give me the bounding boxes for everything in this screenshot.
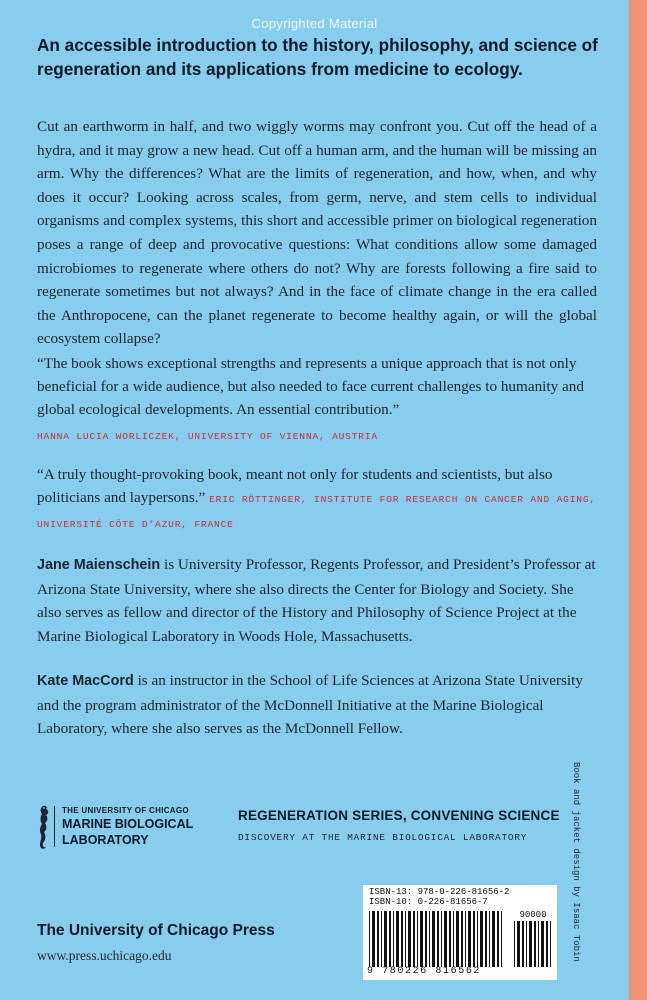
barcode-bar [529, 921, 532, 967]
barcode-bar [441, 911, 442, 967]
barcode-bar [492, 911, 495, 967]
author-bio [37, 553, 597, 648]
barcode-bar [401, 911, 403, 967]
seahorse-icon [34, 803, 52, 851]
barcode-bar [449, 911, 451, 967]
quote-text: “The book shows exceptional strengths and represents a unique approach that is not only beneficial for a wide audience, but also needed to face current challenges to humanity and global ecological developments. An essential contribution.” [37, 355, 584, 419]
author-name: Jane Maienschein [37, 557, 161, 573]
barcode-bar [465, 911, 466, 967]
barcode-bar [444, 911, 447, 967]
barcode-bar [384, 911, 387, 967]
barcode-bar [369, 911, 370, 967]
author-name: Kate MacCord [37, 673, 134, 689]
author-bio [37, 669, 597, 741]
barcode-bar [538, 921, 539, 967]
barcode-bar [473, 911, 475, 967]
logo-university: THE UNIVERSITY OF CHICAGO [62, 806, 189, 815]
series-subtitle: DISCOVERY AT THE MARINE BIOLOGICAL LABORATORY [238, 832, 528, 843]
endorsement-quote [37, 352, 602, 448]
barcode-bar [534, 921, 536, 967]
barcode-bar [425, 911, 427, 967]
barcode-bar [437, 911, 439, 967]
logo-text [54, 806, 193, 847]
barcode-bar [417, 911, 418, 967]
barcode-bar [432, 911, 435, 967]
barcode-bar [468, 911, 471, 967]
barcode-bar [413, 911, 415, 967]
barcode-bar [429, 911, 430, 967]
series-title: REGENERATION SERIES, CONVENING SCIENCE [238, 808, 560, 823]
barcode-bar [485, 911, 487, 967]
barcode-bar [522, 921, 524, 967]
barcode-bar [396, 911, 399, 967]
barcode-bar [546, 921, 548, 967]
spine-strip [629, 0, 647, 1000]
design-credit: Book and jacket design by Isaac Tobin [571, 762, 581, 962]
barcode-bar [389, 911, 391, 967]
ean-barcode [369, 911, 505, 967]
barcode-bar [408, 911, 411, 967]
publisher-url: www.press.uchicago.edu [37, 948, 172, 963]
description: Cut an earthworm in half, and two wiggly worms may confront you. Cut off the head of a hydra, and it may grow a new head. Cut off a human arm, and the human will be missing an arm. Why the differences? What are the limits of regeneration, and how, when, and why does it occur? Looking across scales, from germ, nerve, and stem cells to individual organisms and complex systems, this short and accessible primer on biological regeneration poses a range of deep and provocative questions: What conditions allow some damaged microbiomes to regenerate where others do not? Why are forests following a fire said to regenerate sometimes but not always? And in the face of climate change in the era called the Anthropocene, can the planet regenerate to become healthy again, or will the global ecosystem collapse? [37, 118, 597, 348]
barcode-bar [497, 911, 499, 967]
barcode-bar [489, 911, 490, 967]
barcode-bar [377, 911, 379, 967]
logo-name-line2: LABORATORY [62, 833, 149, 847]
barcode-bar [393, 911, 394, 967]
barcode-bar [480, 911, 483, 967]
barcode-bar [477, 911, 478, 967]
barcode-bar [517, 921, 520, 967]
barcode-bar [461, 911, 463, 967]
barcode-bar [514, 921, 515, 967]
barcode-bar [372, 911, 375, 967]
barcode-bar [501, 911, 502, 967]
mbl-logo [34, 803, 209, 853]
quote-attribution: ERIC RÖTTINGER, INSTITUTE FOR RESEARCH ON CANCER AND AGING, UNIVERSITÉ CÔTE D’AZUR, FRANCE [37, 494, 596, 531]
headline: An accessible introduction to the history, philosophy, and science of regeneration and its applications from medicine to ecology. [37, 35, 598, 79]
barcode-bar [526, 921, 527, 967]
barcode-bar [405, 911, 406, 967]
price-code: 90000 [519, 910, 547, 920]
barcode-bar [550, 921, 551, 967]
quote-attribution: HANNA LUCIA WORLICZEK, UNIVERSITY OF VIENNA, AUSTRIA [37, 430, 378, 442]
logo-name-line1: MARINE BIOLOGICAL [62, 817, 194, 831]
isbn-13: ISBN-13: 978-0-226-81656-2 [369, 887, 510, 897]
ean-digits: 9 780226 816562 [367, 966, 482, 977]
supplement-barcode [514, 921, 552, 967]
watermark: Copyrighted Material [251, 16, 378, 31]
bio-text: is an instructor in the School of Life Sciences at Arizona State University and the program administrator of the McDonnell Initiative at the Marine Biological Laboratory, where she also serves as the McDonnell Fellow. [37, 672, 583, 738]
publisher-name: The University of Chicago Press [37, 922, 275, 939]
quote-text: “A truly thought-provoking book, meant not only for students and scientists, but also politicians and laypersons.” [37, 466, 553, 507]
barcode-bar [381, 911, 382, 967]
barcode-bar [420, 911, 423, 967]
barcode-box [363, 885, 557, 980]
barcode-bar [541, 921, 544, 967]
endorsement-quote [37, 463, 602, 537]
isbn-10: ISBN-10: 0-226-81656-7 [369, 897, 488, 907]
bio-text: is University Professor, Regents Professor, and President’s Professor at Arizona State University, where she also directs the Center for Biology and Society. She also serves as fellow and director of the History and Philosophy of Science Project at the Marine Biological Laboratory in Woods Hole, Massachusetts. [37, 556, 596, 645]
barcode-bar [453, 911, 454, 967]
barcode-bar [456, 911, 459, 967]
